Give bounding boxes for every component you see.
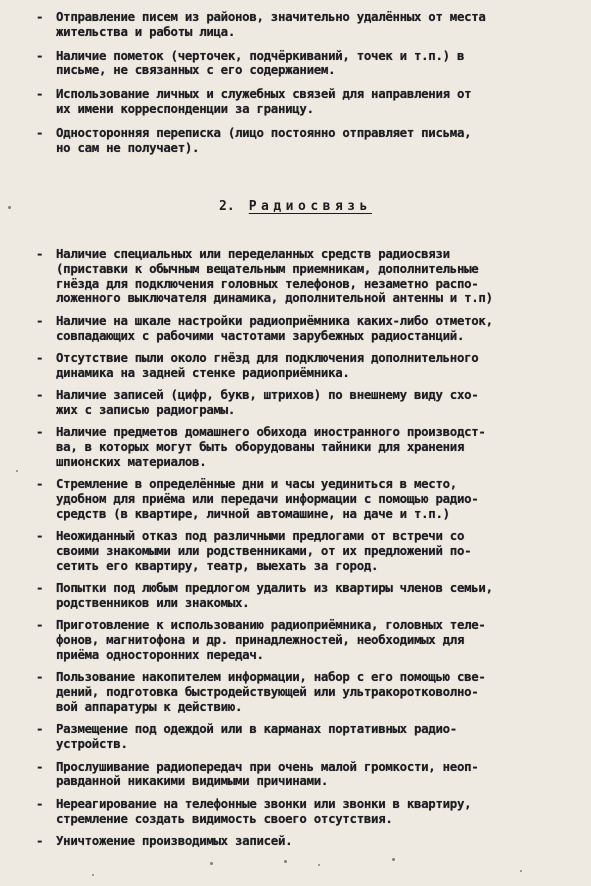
bullet-dash: - [36,47,44,63]
list-item [0,722,591,752]
section-title: Радиосвязь [248,199,372,214]
list-item [0,388,591,418]
item-text: Приготовление к использованию радиоприёмника, головных теле- фонов, магнитофона и др. принадлежностей, необходимых для приёма односторонних передач. [56,617,486,663]
item-text: Наличие предметов домашнего обихода иностранного производст- ва, в которых могут быть оборудованы тайники для хранения шпионских материалов. [56,424,486,469]
item-text: Попытки под любым предлогом удалить из квартиры членов семьи, родственников или знакомых. [56,580,493,611]
paper-speck [92,874,94,876]
bullet-dash: - [36,721,44,737]
item-text: Прослушивание радиопередач при очень малой громкости, неоп- равданной никакими видимыми причинами. [56,758,479,789]
bullet-dash: - [36,424,44,440]
bullet-dash: - [36,833,44,849]
list-item [0,351,591,381]
bullet-dash: - [36,387,44,403]
bullet-dash: - [36,795,44,811]
item-text: Наличие на шкале настройки радиоприёмника каких-либо отметок, совпадающих с рабочими частотами зарубежных радиостанций. [56,312,493,343]
bullet-dash: - [36,580,44,596]
list-item [0,760,591,790]
item-text: Наличие пометок (черточек, подчёркиваний, точек и т.п.) в письме, не связанных с его содержанием. [56,47,465,78]
bullet-dash: - [36,758,44,774]
bullet-dash: - [36,9,44,24]
item-text: Использование личных и служебных связей для направления от их имени корреспонденции за границу. [56,86,472,116]
list-item [0,618,591,662]
bullet-dash: - [36,349,44,365]
paper-speck [520,870,522,872]
list-item [0,529,591,573]
list-item [0,247,591,306]
list-item [0,314,591,344]
list-mail-signs [0,10,591,164]
list-item [0,670,591,714]
bullet-dash: - [36,476,44,492]
list-item [0,797,591,827]
list-item [0,581,591,611]
paper-speck [210,862,213,865]
section-number: 2. [219,199,235,214]
item-text: Неожиданный отказ под различными предлогами от встречи со своими знакомыми или родственниками, от их предложений по- сетить его квартиру, театр, выехать за город. [56,528,472,573]
list-item [0,126,591,156]
bullet-dash: - [36,617,44,633]
paper-speck [318,864,320,866]
item-text: Отправление писем из районов, значительно удалённых от места жительства и работы лица. [56,9,486,39]
paper-speck [284,860,287,863]
list-radio-signs [0,247,591,856]
item-text: Стремление в определённые дни и часы уединиться в место, удобном для приёма или передачи информации с помощью радио- средств (в квартире, личной автомашине, на даче и т.п.) [56,476,479,521]
item-text: Наличие записей (цифр, букв, штрихов) по внешнему виду схо- жих с записью радиограмы. [56,387,479,417]
list-item [0,477,591,521]
item-text: Односторонняя переписка (лицо постоянно отправляет письма, но сам не получает). [56,124,472,155]
bullet-dash: - [36,86,44,102]
list-item [0,87,591,117]
item-text: Пользование накопителем информации, набор с его помощью све- дений, подготовка быстродействующей или ультракоротковолно- вой аппаратуры к действию. [56,669,486,715]
item-text: Отсутствие пыли около гнёзд для подключения дополнительного динамика на задней стенке радиоприёмника. [56,349,479,380]
paper-speck [392,858,395,861]
bullet-dash: - [36,528,44,544]
item-text: Нереагирование на телефонные звонки или звонки в квартиру, стремление создать видимость своего отсутствия. [56,795,472,826]
bullet-dash: - [36,124,44,140]
section-heading [0,199,591,214]
list-item [0,425,591,469]
item-text: Размещение под одеждой или в карманах портативных радио- устройств. [56,721,457,752]
bullet-dash: - [36,246,44,261]
list-item [0,10,591,40]
list-item [0,834,591,849]
list-item [0,49,591,79]
bullet-dash: - [36,312,44,328]
item-text: Наличие специальных или переделанных средств радиосвязи (приставки к обычным вещательным приемникам, дополнительные гнёзда для подключения головных телефонов, незаметно распо- ложенного выключателя динамика, дополнительной антенны и т.п) [56,246,493,306]
item-text: Уничтожение производимых записей. [56,833,293,849]
bullet-dash: - [36,669,44,685]
